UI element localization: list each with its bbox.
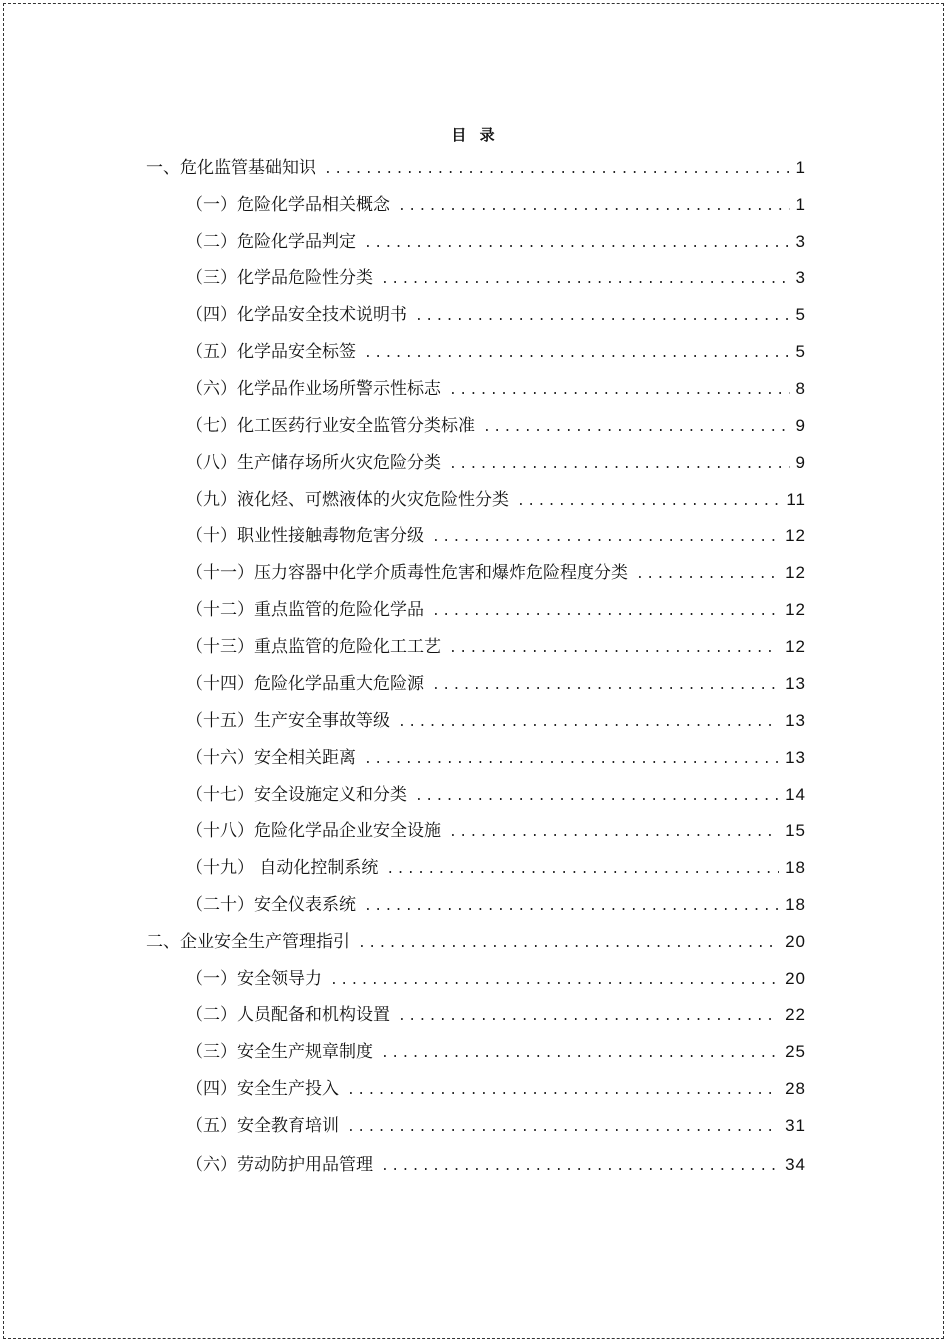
- toc-page-number: 9: [795, 453, 806, 472]
- toc-page-number: 5: [795, 305, 806, 324]
- toc-entry-label: （十六）安全相关距离: [186, 748, 356, 768]
- toc-subsection-entry: [186, 1116, 806, 1136]
- toc-dot-leader: [381, 272, 790, 288]
- toc-subsection-entry: [186, 563, 806, 583]
- toc-title: 目 录: [451, 126, 499, 144]
- toc-page-number: 13: [785, 674, 806, 693]
- toc-dot-leader: [449, 825, 779, 841]
- toc-entry-label: （十）职业性接触毒物危害分级: [186, 526, 424, 546]
- toc-dot-leader: [330, 973, 779, 989]
- toc-subsection-entry: [186, 195, 806, 215]
- toc-dot-leader: [449, 457, 790, 473]
- toc-entry-label: 一、危化监管基础知识: [146, 158, 316, 178]
- toc-entry-label: （十四）危险化学品重大危险源: [186, 674, 424, 694]
- toc-page-number: 14: [785, 785, 806, 804]
- toc-subsection-entry: [186, 674, 806, 694]
- toc-dot-leader: [517, 494, 780, 510]
- toc-entry-label: （二十）安全仪表系统: [186, 895, 356, 915]
- toc-subsection-entry: [186, 895, 806, 915]
- toc-entry-label: （五）安全教育培训: [186, 1116, 339, 1136]
- toc-subsection-entry: [186, 1155, 806, 1175]
- toc-page-number: 18: [785, 858, 806, 877]
- toc-page-number: 5: [795, 342, 806, 361]
- toc-subsection-entry: [186, 342, 806, 362]
- toc-page-number: 3: [795, 232, 806, 251]
- toc-page-number: 9: [795, 416, 806, 435]
- toc-dot-leader: [381, 1159, 779, 1175]
- toc-subsection-entry: [186, 637, 806, 657]
- toc-entry-label: （十八）危险化学品企业安全设施: [186, 821, 441, 841]
- toc-entry-label: （四）安全生产投入: [186, 1079, 339, 1099]
- toc-subsection-entry: [186, 490, 806, 510]
- toc-entry-label: （四）化学品安全技术说明书: [186, 305, 407, 325]
- toc-dot-leader: [432, 530, 779, 546]
- toc-page-number: 28: [785, 1079, 806, 1098]
- toc-dot-leader: [364, 752, 779, 768]
- toc-subsection-entry: [186, 268, 806, 288]
- toc-dot-leader: [398, 199, 790, 215]
- toc-section-entry: [146, 932, 806, 952]
- toc-page-number: 12: [785, 600, 806, 619]
- toc-dot-leader: [364, 346, 790, 362]
- toc-entry-label: （五）化学品安全标签: [186, 342, 356, 362]
- toc-page-number: 8: [795, 379, 806, 398]
- toc-subsection-entry: [186, 600, 806, 620]
- toc-dot-leader: [324, 162, 790, 178]
- toc-entry-label: （六）劳动防护用品管理: [186, 1155, 373, 1175]
- toc-dot-leader: [415, 789, 779, 805]
- toc-subsection-entry: [186, 379, 806, 399]
- toc-page-number: 13: [785, 748, 806, 767]
- toc-dot-leader: [415, 309, 790, 325]
- toc-subsection-entry: [186, 453, 806, 473]
- toc-entry-label: （八）生产储存场所火灾危险分类: [186, 453, 441, 473]
- toc-entry-label: （九）液化烃、可燃液体的火灾危险性分类: [186, 490, 509, 510]
- toc-dot-leader: [347, 1120, 779, 1136]
- toc-page-number: 34: [785, 1155, 806, 1174]
- toc-subsection-entry: [186, 1042, 806, 1062]
- toc-page-number: 12: [785, 563, 806, 582]
- toc-subsection-entry: [186, 821, 806, 841]
- toc-page-number: 15: [785, 821, 806, 840]
- toc-subsection-entry: [186, 748, 806, 768]
- toc-dot-leader: [636, 567, 779, 583]
- toc-page-number: 11: [786, 490, 806, 509]
- toc-subsection-entry: [186, 526, 806, 546]
- toc-dot-leader: [398, 715, 779, 731]
- toc-subsection-entry: [186, 1005, 806, 1025]
- toc-subsection-entry: [186, 785, 806, 805]
- toc-page-number: 31: [785, 1116, 806, 1135]
- toc-entry-label: （十七）安全设施定义和分类: [186, 785, 407, 805]
- toc-dot-leader: [449, 641, 779, 657]
- toc-subsection-entry: [186, 232, 806, 252]
- toc-entry-label: （七）化工医药行业安全监管分类标准: [186, 416, 475, 436]
- toc-subsection-entry: [186, 969, 806, 989]
- toc-page-number: 18: [785, 895, 806, 914]
- toc-dot-leader: [449, 383, 790, 399]
- toc-page-number: 20: [785, 969, 806, 988]
- toc-dot-leader: [386, 862, 779, 878]
- toc-dot-leader: [398, 1009, 779, 1025]
- toc-dot-leader: [364, 236, 790, 252]
- toc-entry-label: （二）人员配备和机构设置: [186, 1005, 390, 1025]
- toc-dot-leader: [483, 420, 790, 436]
- toc-entry-label: （二）危险化学品判定: [186, 232, 356, 252]
- toc-entry-label: （三）安全生产规章制度: [186, 1042, 373, 1062]
- toc-entry-label: （十二）重点监管的危险化学品: [186, 600, 424, 620]
- toc-subsection-entry: [186, 416, 806, 436]
- toc-entry-label: （六）化学品作业场所警示性标志: [186, 379, 441, 399]
- toc-page-number: 13: [785, 711, 806, 730]
- toc-entry-label: （十九） 自动化控制系统: [186, 858, 379, 878]
- toc-page-number: 25: [785, 1042, 806, 1061]
- toc-subsection-entry: [186, 1079, 806, 1099]
- toc-page-number: 1: [795, 158, 806, 177]
- toc-section-entry: [146, 158, 806, 178]
- toc-entry-label: 二、企业安全生产管理指引: [146, 932, 350, 952]
- toc-entry-label: （三）化学品危险性分类: [186, 268, 373, 288]
- toc-subsection-entry: [186, 711, 806, 731]
- toc-subsection-entry: [186, 305, 806, 325]
- toc-subsection-entry: [186, 858, 806, 878]
- toc-dot-leader: [432, 678, 779, 694]
- toc-entry-label: （一）危险化学品相关概念: [186, 195, 390, 215]
- toc-dot-leader: [347, 1083, 779, 1099]
- toc-entry-label: （十一）压力容器中化学介质毒性危害和爆炸危险程度分类: [186, 563, 628, 583]
- toc-page-number: 22: [785, 1005, 806, 1024]
- toc-entry-label: （十五）生产安全事故等级: [186, 711, 390, 731]
- toc-dot-leader: [432, 604, 779, 620]
- toc-page-number: 12: [785, 526, 806, 545]
- toc-page-number: 3: [795, 268, 806, 287]
- toc-dot-leader: [358, 936, 779, 952]
- toc-entry-label: （一）安全领导力: [186, 969, 322, 989]
- toc-page-number: 12: [785, 637, 806, 656]
- toc-page-number: 1: [795, 195, 806, 214]
- toc-dot-leader: [364, 899, 779, 915]
- toc-entry-label: （十三）重点监管的危险化工工艺: [186, 637, 441, 657]
- toc-page-number: 20: [785, 932, 806, 951]
- toc-dot-leader: [381, 1046, 779, 1062]
